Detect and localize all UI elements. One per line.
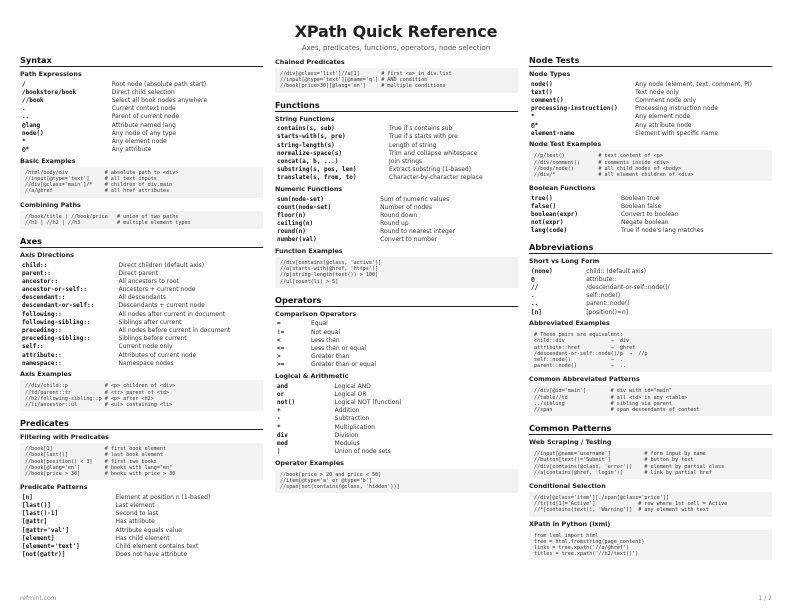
syntax-cell: substring(s, pos, len) — [277, 166, 357, 174]
syntax-cell: [n] — [22, 493, 33, 501]
page-title: XPath Quick Reference — [294, 22, 498, 41]
syntax-cell: string-length(s) — [277, 141, 335, 149]
table-row — [20, 534, 263, 542]
table-row — [20, 137, 263, 145]
description-cell: Has attribute — [115, 518, 155, 526]
description-cell: Equal — [311, 320, 328, 328]
description-cell: Namespace nodes — [118, 359, 174, 367]
syntax-cell: [@attr] — [22, 518, 48, 526]
syntax-cell: <= — [277, 345, 285, 353]
subsection-heading: Basic Examples — [20, 156, 76, 165]
table-row — [529, 219, 772, 227]
syntax-cell: * — [531, 113, 535, 121]
syntax-cell: not(expr) — [531, 219, 564, 227]
description-cell: Less than — [311, 336, 340, 344]
syntax-cell: > — [277, 353, 281, 361]
footer-page-number: 1 / 2 — [758, 595, 772, 602]
table-row — [529, 129, 772, 137]
table-row — [20, 351, 263, 359]
description-cell: Multiplication — [334, 423, 375, 431]
syntax-cell: = — [277, 320, 281, 328]
description-cell: All descendants — [118, 294, 167, 302]
table-row — [275, 195, 518, 203]
table-row — [20, 518, 263, 526]
description-cell: Any attribute — [111, 146, 152, 154]
section — [529, 242, 772, 416]
syntax-cell: * — [22, 137, 26, 145]
table-row — [275, 219, 518, 227]
section-heading: Node Tests — [529, 55, 772, 67]
syntax-cell: // — [531, 284, 539, 292]
section-heading: Abbreviations — [529, 242, 772, 254]
description-cell: Number of nodes — [380, 203, 432, 211]
subsection-heading: Function Examples — [275, 247, 343, 256]
table-row — [529, 194, 772, 202]
table-row — [275, 141, 518, 149]
syntax-cell: [element] — [22, 534, 55, 542]
syntax-cell: namespace:: — [22, 359, 62, 367]
syntax-cell: translate(s, from, to) — [277, 174, 357, 182]
description-cell: Character-by-character replace — [389, 174, 483, 182]
code-block: # These pairs are equivalent: child::div → div attribute::href → @href /descendant-or-self::node()/p → //p self::node() → . parent::node() → .. — [529, 329, 772, 372]
description-cell: Ancestors + current node — [118, 286, 196, 294]
description-cell: Convert to number — [380, 236, 438, 244]
syntax-cell: round(n) — [277, 228, 306, 236]
description-cell: Subtraction — [334, 415, 370, 423]
table-row — [529, 202, 772, 210]
subsection-heading: Combining Paths — [20, 200, 81, 209]
table-row — [275, 236, 518, 244]
description-cell: Select all book nodes anywhere — [111, 96, 208, 104]
page-header — [0, 22, 792, 52]
table-row — [275, 431, 518, 439]
description-cell: Less than or equal — [311, 345, 367, 353]
table-row — [529, 211, 772, 219]
syntax-cell: .. — [22, 113, 30, 121]
description-cell: Siblings after current — [118, 318, 182, 326]
table-row — [275, 398, 518, 406]
table-row — [529, 292, 772, 300]
syntax-cell: boolean(expr) — [531, 211, 578, 219]
table-row — [275, 125, 518, 133]
section-heading: Common Patterns — [529, 423, 772, 435]
subsection-heading: Comparison Operators — [275, 309, 357, 318]
description-cell: Any attribute node — [635, 121, 692, 129]
syntax-cell: /bookstore/book — [22, 88, 77, 96]
description-cell: Any node (element, text, comment, PI) — [635, 80, 753, 88]
syntax-cell: div — [277, 431, 288, 439]
syntax-cell: @lang — [22, 121, 41, 129]
syntax-cell: comment() — [531, 96, 564, 104]
table-row — [20, 550, 263, 558]
table-row — [529, 275, 772, 283]
table-row — [20, 310, 263, 318]
description-cell: Current node only — [118, 343, 173, 351]
subsection-heading: Boolean Functions — [529, 184, 596, 193]
section-heading: Operators — [275, 295, 518, 307]
description-cell: Has child element — [115, 534, 170, 542]
description-cell: Addition — [334, 407, 360, 415]
table-row — [275, 149, 518, 157]
table-row — [20, 80, 263, 88]
syntax-cell: descendant-or-self:: — [22, 302, 95, 310]
description-cell: Root node (absolute path start) — [111, 80, 207, 88]
table-row — [20, 113, 263, 121]
syntax-cell: not() — [277, 398, 296, 406]
section — [20, 236, 263, 411]
syntax-cell: preceding-sibling:: — [22, 335, 91, 343]
syntax-cell: or — [277, 390, 285, 398]
table-row — [20, 318, 263, 326]
syntax-cell: mod — [277, 439, 288, 447]
syntax-cell: element-name — [531, 129, 575, 137]
table-row — [20, 105, 263, 113]
table-row — [275, 328, 518, 336]
description-cell: self::node() — [586, 292, 621, 300]
table-row — [529, 113, 772, 121]
table-row — [20, 277, 263, 285]
syntax-cell: //book — [22, 96, 44, 104]
description-cell: Direct parent — [118, 269, 159, 277]
syntax-cell: (none) — [531, 267, 553, 275]
syntax-cell: preceding:: — [22, 327, 62, 334]
description-cell: Any element node — [635, 113, 691, 121]
subsection-heading: Web Scraping / Testing — [529, 438, 612, 447]
reference-table — [20, 80, 263, 154]
syntax-cell: [last()] — [22, 501, 51, 509]
subsection-heading: Predicate Patterns — [20, 483, 88, 492]
table-row — [275, 353, 518, 361]
description-cell: Join strings — [389, 157, 423, 165]
table-row — [275, 320, 518, 328]
syntax-cell: ancestor-or-self:: — [22, 286, 88, 294]
table-row — [529, 88, 772, 96]
description-cell: Child element contains text — [115, 542, 199, 550]
syntax-cell: [element='text'] — [22, 542, 80, 550]
subsection-heading: Operator Examples — [275, 458, 344, 467]
description-cell: Direct children (default axis) — [118, 261, 205, 269]
syntax-cell: . — [22, 105, 26, 113]
table-row — [20, 285, 263, 293]
syntax-cell: false() — [531, 202, 557, 210]
table-row — [20, 294, 263, 302]
syntax-cell: @* — [22, 146, 30, 154]
code-block: //book[1] # first book element //book[last()] # last book element //book[position() < 3] # first two books //book[@lang='en'] # books with lang="en" //book[price > 30] # books with price > 30 — [20, 443, 263, 480]
syntax-cell: != — [277, 328, 285, 336]
description-cell: Parent of current node — [111, 113, 180, 121]
table-row — [529, 283, 772, 291]
table-row — [275, 361, 518, 369]
column-2 — [275, 55, 518, 500]
description-cell: Attribute named lang — [111, 121, 176, 129]
table-row — [20, 302, 263, 310]
syntax-cell: < — [277, 336, 281, 344]
syntax-cell: starts-with(s, pre) — [277, 133, 346, 141]
code-block: //div[@class='list']//a[1] # first <a> in div.list //input[@type='text'][@name='q'] # AND condition //book[price>30][@lang='en'] # multiple conditions — [275, 68, 518, 93]
description-cell: Any node of any type — [111, 129, 177, 137]
table-row — [275, 157, 518, 165]
syntax-cell: ancestor:: — [22, 277, 59, 285]
reference-table — [275, 125, 518, 182]
syntax-cell: * — [277, 423, 281, 431]
description-cell: Length of string — [389, 141, 437, 149]
table-row — [529, 267, 772, 275]
table-row — [275, 174, 518, 182]
table-row — [275, 166, 518, 174]
section — [529, 423, 772, 560]
subsection-heading: Filtering with Predicates — [20, 433, 109, 442]
description-cell: Attributes of current node — [118, 351, 197, 359]
code-block: //div[contains(@class, 'active')] //a[starts-with(@href, 'https')] //p[string-length(text()) > 100] //ul[count(li) > 5] — [275, 257, 518, 288]
subsection-heading: Conditional Selection — [529, 482, 606, 491]
description-cell: All ancestors to root — [118, 277, 179, 285]
reference-table — [529, 80, 772, 137]
description-cell: Element with specific name — [635, 129, 719, 137]
table-row — [20, 146, 263, 154]
subsection-heading: Axis Examples — [20, 370, 72, 379]
subsection-heading: Node Test Examples — [529, 140, 602, 149]
reference-table — [20, 493, 263, 559]
table-row — [275, 344, 518, 352]
reference-table — [275, 382, 518, 456]
description-cell: Modulus — [334, 439, 360, 447]
syntax-cell: ceiling(n) — [277, 220, 314, 228]
table-row — [20, 88, 263, 96]
section — [20, 418, 263, 559]
section — [275, 100, 518, 288]
syntax-cell: [not(@attr)] — [22, 551, 66, 559]
code-block: //div[@id='main'] # div with id="main" //table//td # all <td> in any <table> ../sibling # sibling via parent //span # span descendants of context — [529, 385, 772, 416]
description-cell: attribute:: — [586, 275, 617, 283]
description-cell: Boolean false — [620, 202, 662, 210]
syntax-cell: number(val) — [277, 236, 317, 244]
description-cell: Logical NOT (function) — [334, 398, 402, 406]
description-cell: Greater than — [311, 353, 350, 361]
syntax-cell: node() — [22, 129, 44, 137]
reference-table — [275, 320, 518, 369]
description-cell: Union of node sets — [334, 448, 391, 456]
subsection-heading: Path Expressions — [20, 70, 82, 78]
table-row — [275, 203, 518, 211]
table-row — [275, 336, 518, 344]
description-cell: True if node's lang matches — [620, 227, 704, 235]
description-cell: Division — [334, 431, 359, 439]
description-cell: /descendant-or-self::node()/ — [586, 284, 670, 292]
description-cell: Extract substring (1-based) — [389, 166, 472, 174]
table-row — [20, 501, 263, 509]
subsection-heading: Short vs Long Form — [529, 257, 600, 266]
table-row — [529, 308, 772, 316]
subsection-heading: Numeric Functions — [275, 184, 343, 193]
section-heading: Predicates — [20, 418, 263, 430]
description-cell: Attribute equals value — [115, 526, 182, 534]
syntax-cell: concat(a, b, ...) — [277, 157, 339, 165]
syntax-cell: >= — [277, 361, 285, 369]
table-row — [20, 510, 263, 518]
section-heading: Syntax — [20, 55, 263, 67]
code-block: from lxml import html tree = html.fromstring(page_content) links = tree.xpath('//a/@href') titles = tree.xpath('//h2/text()') — [529, 530, 772, 561]
table-row — [20, 96, 263, 104]
description-cell: Sum of numeric values — [380, 195, 450, 203]
page-subtitle: Axes, predicates, functions, operators, node selection — [301, 44, 491, 52]
section — [275, 58, 518, 93]
table-row — [529, 300, 772, 308]
section-heading: Functions — [275, 100, 518, 112]
code-block: //p/text() # text content of <p> //div/comment() # comments inside <div> //body/node() # all child nodes of <body> //div/* # all element children of <div> — [529, 150, 772, 181]
section — [529, 55, 772, 235]
table-row — [275, 133, 518, 141]
syntax-cell: processing-instruction() — [531, 105, 618, 113]
code-block: //div[@class='item'][./span[@class='price']] //tr[td[1]='Active'] # row where 1st cell = Active //*[contains(text(), 'Warning')] # any element with text — [529, 492, 772, 517]
table-row — [20, 326, 263, 334]
section — [275, 295, 518, 493]
table-row — [275, 211, 518, 219]
syntax-cell: text() — [531, 88, 553, 96]
description-cell: Trim and collapse whitespace — [389, 149, 478, 157]
code-block: //div/child::p # <p> children of <div> //td/parent::tr # <tr> parent of <td> //h2/following-sibling::p # <p> after <h2> //li/ancestor::ul # <ul> containing <li> — [20, 380, 263, 411]
syntax-cell: [n] — [531, 308, 542, 316]
subsection-heading: XPath in Python (lxml) — [529, 519, 611, 528]
footer-site: refmint.com — [20, 595, 57, 602]
subsection-heading: Logical & Arithmetic — [275, 371, 349, 380]
reference-table — [529, 267, 772, 316]
table-row — [275, 415, 518, 423]
description-cell: Siblings before current — [118, 335, 187, 343]
syntax-cell: following:: — [22, 310, 62, 318]
description-cell: Not equal — [311, 328, 341, 336]
description-cell: Processing instruction node — [635, 105, 719, 113]
syntax-cell: sum(node-set) — [277, 195, 324, 203]
syntax-cell: floor(n) — [277, 211, 306, 219]
column-1 — [20, 55, 263, 566]
syntax-cell: node() — [531, 80, 553, 88]
table-row — [20, 261, 263, 269]
syntax-cell: | — [277, 448, 281, 456]
table-row — [20, 335, 263, 343]
syntax-cell: @ — [531, 275, 535, 283]
description-cell: Greater than or equal — [311, 361, 377, 369]
description-cell: [position()=n] — [586, 308, 629, 316]
subsection-heading: Common Abbreviated Patterns — [529, 375, 640, 384]
column-3 — [529, 55, 772, 567]
description-cell: All nodes after current in document — [118, 310, 226, 318]
syntax-cell: following-sibling:: — [22, 318, 91, 326]
description-cell: All nodes before current in document — [118, 327, 231, 334]
description-cell: Descendants + current node — [118, 302, 205, 310]
table-row — [20, 359, 263, 367]
syntax-cell: true() — [531, 194, 553, 202]
syntax-cell: . — [531, 292, 535, 300]
syntax-cell: [@attr='val'] — [22, 526, 69, 534]
syntax-cell: self:: — [22, 343, 44, 351]
table-row — [20, 343, 263, 351]
reference-table — [275, 195, 518, 244]
section — [20, 55, 263, 229]
reference-table — [20, 261, 263, 367]
syntax-cell: normalize-space(s) — [277, 149, 343, 157]
code-block: //book[price > 20 and price < 50] //item[@type='a' or @type='b'] //span[not(contains(@class, 'hidden'))] — [275, 469, 518, 494]
subsection-heading: Node Types — [529, 70, 571, 78]
table-row — [20, 542, 263, 550]
description-cell: parent::node() — [586, 300, 630, 308]
table-row — [20, 493, 263, 501]
syntax-cell: attribute:: — [22, 351, 62, 359]
section-heading: Axes — [20, 236, 263, 248]
table-row — [529, 80, 772, 88]
table-row — [20, 526, 263, 534]
description-cell: Comment node only — [635, 96, 697, 104]
code-block: //input[@name='username'] # form input by name //button[text()='Submit'] # button by text //div[contains(@class, 'error')] # element by partial class //a[contains(@href, 'login')] # link by partial href — [529, 448, 772, 479]
syntax-cell: contains(s, sub) — [277, 125, 335, 133]
table-row — [20, 129, 263, 137]
syntax-cell: + — [277, 407, 281, 415]
subsection-heading: Axis Directions — [20, 250, 75, 259]
description-cell: Any element node — [111, 137, 167, 145]
subsection-heading: String Functions — [275, 114, 335, 123]
table-row — [529, 227, 772, 235]
syntax-cell: parent:: — [22, 269, 51, 277]
table-row — [529, 105, 772, 113]
description-cell: Round to nearest integer — [380, 228, 456, 236]
description-cell: Convert to boolean — [620, 211, 679, 219]
table-row — [529, 96, 772, 104]
description-cell: Logical AND — [334, 382, 371, 390]
syntax-cell: @* — [531, 121, 539, 129]
table-row — [275, 407, 518, 415]
code-block: /html/body/div # absolute path to <div> //input[@type='text'] # all text inputs //div[@class='main']/* # children of div.main //a/@href # all href attributes — [20, 167, 263, 198]
subsection-heading: Abbreviated Examples — [529, 319, 610, 328]
syntax-cell: descendant:: — [22, 294, 66, 302]
table-row — [275, 228, 518, 236]
subsection-heading: Chained Predicates — [275, 58, 345, 66]
syntax-cell: count(node-set) — [277, 203, 332, 211]
description-cell: Round up — [380, 220, 409, 228]
table-row — [20, 121, 263, 129]
description-cell: Text node only — [635, 88, 679, 96]
syntax-cell: / — [22, 80, 26, 88]
description-cell: True if s starts with pre — [389, 133, 458, 141]
description-cell: Round down — [380, 211, 418, 219]
code-block: //book/title | //book/price # union of two paths //h1 | //h2 | //h3 # multiple element types — [20, 211, 263, 229]
description-cell: Second to last — [115, 510, 159, 518]
syntax-cell: lang(code) — [531, 227, 568, 235]
table-row — [20, 269, 263, 277]
description-cell: Logical OR — [334, 390, 367, 398]
table-row — [529, 121, 772, 129]
description-cell: Direct child selection — [111, 88, 175, 96]
table-row — [275, 423, 518, 431]
syntax-cell: child:: — [22, 261, 48, 269]
table-row — [275, 447, 518, 455]
description-cell: Negate boolean — [620, 219, 669, 227]
syntax-cell: and — [277, 382, 288, 390]
description-cell: child:: (default axis) — [586, 267, 647, 275]
description-cell: Last element — [115, 501, 155, 509]
syntax-cell: [last()-1] — [22, 510, 59, 518]
table-row — [275, 439, 518, 447]
description-cell: True if s contains sub — [389, 125, 453, 133]
description-cell: Does not have attribute — [115, 551, 188, 559]
reference-table — [529, 194, 772, 235]
syntax-cell: .. — [531, 300, 539, 308]
table-row — [275, 382, 518, 390]
description-cell: Current context node — [111, 105, 176, 113]
table-row — [275, 390, 518, 398]
description-cell: Element at position n (1-based) — [115, 493, 211, 501]
description-cell: Boolean true — [620, 194, 660, 202]
syntax-cell: - — [277, 415, 281, 423]
